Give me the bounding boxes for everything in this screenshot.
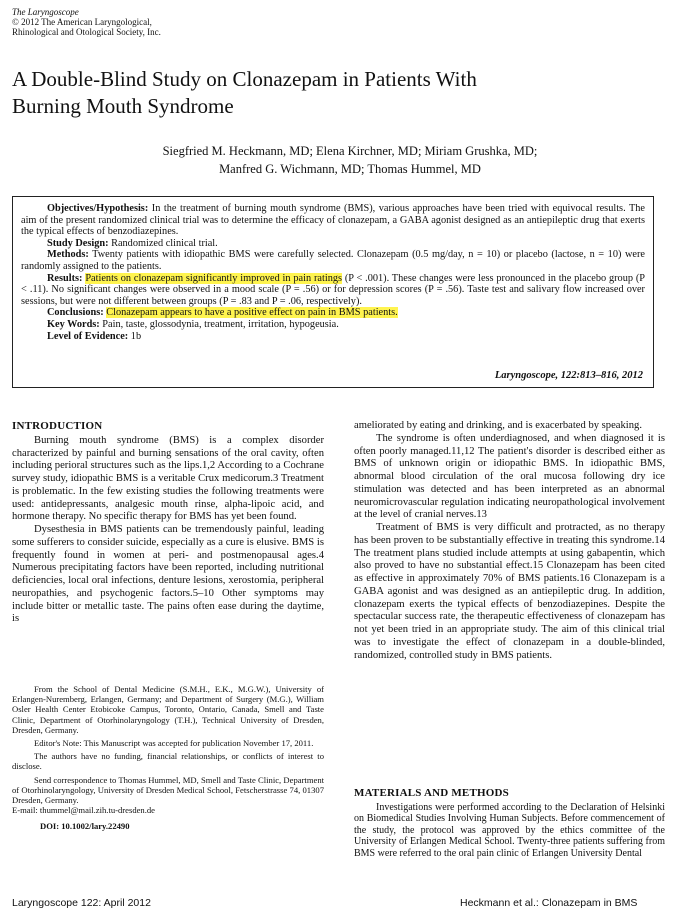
intro-continuation: ameliorated by eating and drinking, and is exacerbated by speaking. — [354, 420, 642, 431]
right-column — [354, 420, 665, 662]
abstract-citation: Laryngoscope, 122:813–816, 2012 — [494, 370, 643, 382]
keywords-text: Pain, taste, glossodynia, treatment, irritation, hypogeusia. — [99, 318, 339, 330]
abstract-box — [12, 196, 654, 388]
footnote-funding: The authors have no funding, financial relationships, or conflicts of interest to disclose. — [12, 751, 324, 772]
intro-paragraph-2: Dysesthesia in BMS patients can be tremendously painful, leading some sufferers to consider suicide, especially as a cure is elusive. BMS is frequently found in women at peri- and postmenopausal ages.4 Numerous precipitating factors have been reported, including nutritional deficiencies, local oral infections, denture lesions, xerostomia, peripheral neuropathies, and psychogenic factors.5–10 Other symptoms may include bitter or metallic taste. The pains often ease during the daytime, is — [12, 524, 324, 625]
abstract-objectives — [21, 203, 645, 238]
footer-running-title: Heckmann et al.: Clonazepam in BMS — [460, 897, 638, 909]
title-line-2: Burning Mouth Syndrome — [12, 94, 234, 118]
results-text: (P < .001). These changes were less pronounced in the placebo group (P < .11). No significant changes were observed in a mood scale (P = .56) or for depression scores (P = .56). Taste test and salivary flow increased over sessions, but were not different between groups (P = .83 and P = .06, respectively). — [21, 272, 646, 307]
intro-heading: INTRODUCTION — [12, 420, 103, 432]
conclusions-highlight: Clonazepam appears to have a positive effect on pain in BMS patients. — [106, 307, 398, 319]
footnote-email: E-mail: thummel@mail.zih.tu-dresden.de — [12, 805, 155, 816]
objectives-label: Objectives/Hypothesis: — [47, 203, 149, 214]
footnote-correspondence: Send correspondence to Thomas Hummel, MD, Smell and Taste Clinic, Department of Otorhinolaryngology, University of Dresden Medical School, Fetscherstrasse 74, 01307 Dresden, Germany. — [12, 774, 324, 806]
footer-issue: Laryngoscope 122: April 2012 — [12, 897, 151, 909]
footnote-affiliation: From the School of Dental Medicine (S.M.H., E.K., M.G.W.), University of Erlangen-Nuremberg, Erlangen, Germany; and Department of Surgery (M.G.), William Osler Health Center Etobicoke Campus, Toronto, Ontario, Canada, Smell and Taste Clinic, Department of Otorhinolaryngology (T.H.), Technical University of Dresden, Dresden, Germany. — [12, 684, 324, 735]
keywords-label: Key Words: — [47, 318, 100, 330]
methods-paragraph-1: Investigations were performed according to the Declaration of Helsinki on Biomedical Studies Involving Human Subjects. Before commencement of the study, the protocol was approved by the ethics committee of the University of Erlangen Medical School. Twenty-three patients suffering from BMS were referred to the oral pain clinic of Erlangen University Dental — [354, 801, 665, 859]
results-label: Results: — [47, 272, 83, 284]
author-list — [70, 142, 630, 178]
abstract-evidence — [21, 331, 645, 343]
methods-text: Twenty patients with idiopathic BMS were carefully selected. Clonazepam (0.5 mg/day, n = 10) or placebo (lactose, n = 10) were randomly assigned to the patients. — [21, 249, 645, 272]
abstract-results — [21, 273, 645, 308]
intro-paragraph-4: Treatment of BMS is very difficult and protracted, as no therapy has been proven to be substantially effective in treating this syndrome.14 The treatment plans studied include attempts at using gabapentin, which also proved to have no substantial effect.15 Clonazepam has been cited as effective in approximately 70% of BMS patients.16 Clonazepam is a GABA agonist and was designed as an antiepileptic drug. In addition, clonazepam exerts the typical effects of benzodiazepines. Despite the spectacular success rate, the therapeutic effectiveness of clonazepam has not yet been tried in an appropriate study. The aim of this clinical trial was to investigate the effect of clonazepam in a double-blinded, randomized, controlled study in BMS patients. — [354, 522, 665, 661]
left-column — [12, 420, 324, 626]
methods-label: Methods: — [47, 249, 89, 261]
authors-line-2: Manfred G. Wichmann, MD; Thomas Hummel, MD — [219, 162, 481, 176]
journal-copyright-line2: Rhinological and Otological Society, Inc. — [12, 27, 161, 37]
intro-paragraph-3: The syndrome is often underdiagnosed, and when diagnosed it is often poorly managed.11,12 The patient's disorder is described either as BMS of unknown origin or idiopathic BMS. In idiopathic BMS, abnormal blood circulation of the oral mucosa following dry ice stimulation was detected and has been interpreted as an abnormal neuromicrovascular regulation indicating neuropathological involvement at the level of cranial nerves.13 — [354, 432, 665, 521]
authors-line-1: Siegfried M. Heckmann, MD; Elena Kirchner, MD; Miriam Grushka, MD; — [162, 144, 538, 158]
design-text: Randomized clinical trial. — [108, 237, 218, 249]
article-title — [12, 66, 632, 120]
intro-paragraph-1: Burning mouth syndrome (BMS) is a complex disorder characterized by painful and burning sensations of the oral cavity, often including perioral structures such as the lips.1,2 According to a Cochrane survey study, idiopathic BMS is a veritable Crux medicorum.3 Treatment is problematic. In the few existing studies the following treatments were used: antidepressants, analgesic mouth rinse, alpha-lipoic acid, and hormone therapy. No specific therapy for BMS has yet been found. — [12, 434, 324, 523]
methods-section — [354, 788, 665, 860]
footnote-editor: Editor's Note: This Manuscript was accepted for publication November 17, 2011. — [34, 738, 314, 749]
footnote-doi: DOI: 10.1002/lary.22490 — [40, 821, 130, 832]
abstract-methods — [21, 249, 645, 272]
journal-header — [12, 7, 161, 37]
objectives-text: In the treatment of burning mouth syndrome (BMS), various approaches have been tried with equivocal results. The aim of the present randomized clinical trial was to determine the efficacy of clonazepam, a GABA agonist designed as an antiepileptic drug that exerts the typical effects of benzodiazepines. — [21, 203, 645, 238]
conclusions-label: Conclusions: — [47, 307, 104, 319]
journal-copyright: © 2012 The American Laryngological, — [12, 17, 152, 27]
title-line-1: A Double-Blind Study on Clonazepam in Patients With — [12, 67, 477, 91]
design-label: Study Design: — [47, 237, 109, 249]
results-highlight: Patients on clonazepam significantly improved in pain ratings — [85, 272, 343, 284]
abstract-conclusions — [21, 307, 645, 319]
journal-name: The Laryngoscope — [12, 7, 79, 17]
footnotes — [12, 684, 324, 835]
evidence-label: Level of Evidence: — [47, 330, 129, 342]
abstract-design — [21, 238, 645, 250]
abstract-keywords — [21, 319, 645, 331]
evidence-text: 1b — [128, 330, 142, 342]
methods-heading: MATERIALS AND METHODS — [354, 787, 509, 799]
